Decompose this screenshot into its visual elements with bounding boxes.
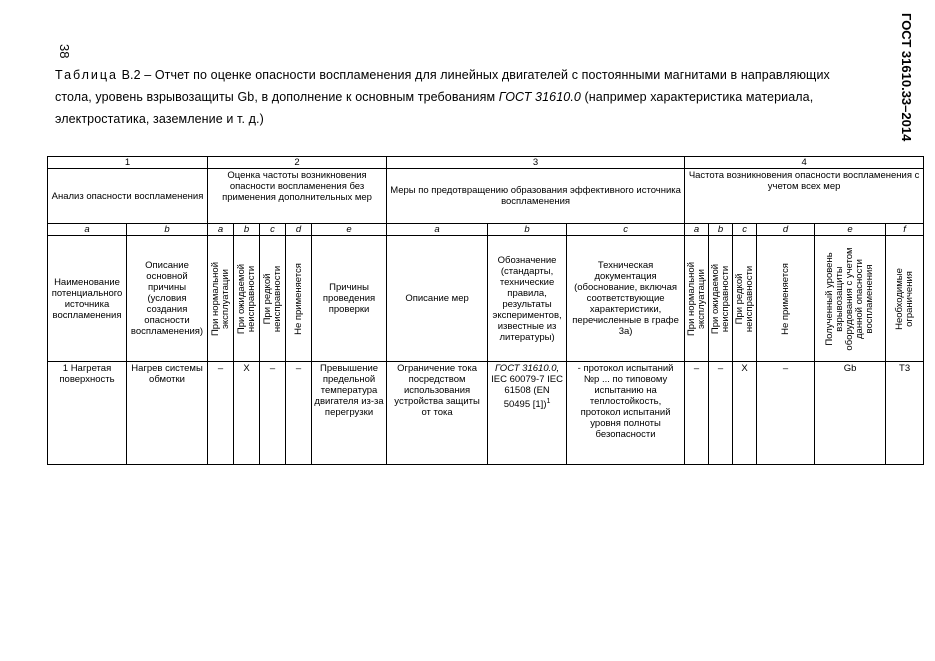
header-normal-operation-4 bbox=[685, 236, 709, 362]
column-number-2: 2 bbox=[208, 157, 387, 169]
cell-rare-fault-4: X bbox=[733, 362, 757, 465]
header-expected-fault-text: При ожидаемой неисправности bbox=[235, 263, 257, 334]
caption-table-id: B.2 bbox=[121, 68, 141, 82]
sub-letter-2a: a bbox=[208, 224, 234, 236]
sub-letter-4f: f bbox=[886, 224, 924, 236]
sub-letter-2b: b bbox=[234, 224, 260, 236]
group-header-2: Оценка частоты возникновения опасности воспламенения без применения дополнительных мер bbox=[208, 169, 387, 224]
sub-letter-row bbox=[48, 224, 924, 236]
cell-restrictions: T3 bbox=[886, 362, 924, 465]
header-rare-fault-text: При редкой неисправности bbox=[261, 265, 283, 332]
standard-code: ГОСТ 31610.33–2014 bbox=[899, 13, 914, 142]
caption-text-1: – Отчет по оценке опасности воспламенения для линейных двигателей с постоянными магнитами в направляющих стола, уровень взрывозащиты Gb, в дополнение к основным требованиям bbox=[55, 68, 830, 104]
sub-letter-2c: c bbox=[260, 224, 286, 236]
header-not-applicable bbox=[286, 236, 312, 362]
sub-letter-3b: b bbox=[488, 224, 567, 236]
cell-designation-footnote: 1 bbox=[546, 398, 551, 405]
group-header-4: Частота возникновения опасности воспламенения с учетом всех мер bbox=[685, 169, 924, 224]
cell-not-applicable-4: – bbox=[757, 362, 815, 465]
header-not-applicable-4-text: Не применяется bbox=[779, 262, 791, 335]
header-measures-description: Описание мер bbox=[387, 236, 488, 362]
sub-letter-1b: b bbox=[127, 224, 208, 236]
sub-letter-2e: e bbox=[312, 224, 387, 236]
cell-technical-docs: - протокол испытаний №р ... по типовому испытанию на теплостойкость, протокол испытаний уровня полноты безопасности bbox=[567, 362, 685, 465]
caption-text-2: (например характеристика материала, электростатика, заземление и т. д.) bbox=[55, 90, 814, 126]
cell-rare-fault: – bbox=[260, 362, 286, 465]
sub-letter-4a: a bbox=[685, 224, 709, 236]
header-normal-operation-4-text: При нормальной эксплуатации bbox=[685, 261, 707, 336]
group-header-3: Меры по предотвращению образования эффективного источника воспламенения bbox=[387, 169, 685, 224]
group-header-row bbox=[48, 169, 924, 224]
header-expected-fault-4 bbox=[709, 236, 733, 362]
cell-designation-ref: ГОСТ 31610.0, bbox=[494, 363, 560, 374]
header-expected-fault bbox=[234, 236, 260, 362]
header-protection-level bbox=[815, 236, 886, 362]
cell-normal-operation-4: – bbox=[685, 362, 709, 465]
table-caption bbox=[55, 64, 865, 130]
group-header-1: Анализ опасности воспламенения bbox=[48, 169, 208, 224]
header-restrictions-text: Необходимые ограничения bbox=[893, 267, 915, 330]
column-number-1: 1 bbox=[48, 157, 208, 169]
cell-designation bbox=[488, 362, 567, 465]
header-protection-level-text: Полученный уровень взрывозащиты оборудования с учетом данной опасности воспламенения bbox=[824, 246, 876, 351]
header-check-reasons: Причины проведения проверки bbox=[312, 236, 387, 362]
header-expected-fault-4-text: При ожидаемой неисправности bbox=[709, 263, 731, 334]
header-designation: Обозначение (стандарты, технические правила, результаты экспериментов, известные из литературы) bbox=[488, 236, 567, 362]
sub-letter-4b: b bbox=[709, 224, 733, 236]
header-normal-operation-text: При нормальной эксплуатации bbox=[209, 261, 231, 336]
cell-source-name: 1 Нагретая поверхность bbox=[48, 362, 127, 465]
header-restrictions bbox=[886, 236, 924, 362]
sub-letter-3a: a bbox=[387, 224, 488, 236]
column-number-row bbox=[48, 157, 924, 169]
header-not-applicable-4 bbox=[757, 236, 815, 362]
sub-letter-4c: c bbox=[733, 224, 757, 236]
column-number-4: 4 bbox=[685, 157, 924, 169]
caption-table-word: Таблица bbox=[55, 68, 119, 82]
cell-expected-fault-4: – bbox=[709, 362, 733, 465]
column-header-row bbox=[48, 236, 924, 362]
header-technical-docs: Техническая документация (обоснование, включая соответствующие характеристики, перечисленные в графе 3а) bbox=[567, 236, 685, 362]
cell-protection-level: Gb bbox=[815, 362, 886, 465]
cell-measures-description: Ограничение тока посредством использования устройства защиты от тока bbox=[387, 362, 488, 465]
caption-ref: ГОСТ 31610.0 bbox=[498, 90, 581, 104]
report-table bbox=[47, 156, 924, 465]
table-row bbox=[48, 362, 924, 465]
cell-designation-rest: IEC 60079-7 IEC 61508 (EN 50495 [1]) bbox=[491, 374, 563, 411]
sub-letter-4d: d bbox=[757, 224, 815, 236]
header-cause-description: Описание основной причины (условия создания опасности воспламенения) bbox=[127, 236, 208, 362]
sub-letter-3c: c bbox=[567, 224, 685, 236]
cell-normal-operation: – bbox=[208, 362, 234, 465]
header-source-name: Наименование потенциального источника воспламенения bbox=[48, 236, 127, 362]
header-normal-operation bbox=[208, 236, 234, 362]
column-number-3: 3 bbox=[387, 157, 685, 169]
header-rare-fault-4 bbox=[733, 236, 757, 362]
cell-cause-description: Нагрев системы обмотки bbox=[127, 362, 208, 465]
page-number: 38 bbox=[57, 44, 72, 59]
cell-check-reasons: Превышение предельной температура двигателя из-за перегрузки bbox=[312, 362, 387, 465]
sub-letter-1a: a bbox=[48, 224, 127, 236]
cell-expected-fault: X bbox=[234, 362, 260, 465]
cell-not-applicable: – bbox=[286, 362, 312, 465]
header-rare-fault bbox=[260, 236, 286, 362]
sub-letter-2d: d bbox=[286, 224, 312, 236]
header-rare-fault-4-text: При редкой неисправности bbox=[733, 265, 755, 332]
sub-letter-4e: e bbox=[815, 224, 886, 236]
header-not-applicable-text: Не применяется bbox=[292, 262, 304, 335]
